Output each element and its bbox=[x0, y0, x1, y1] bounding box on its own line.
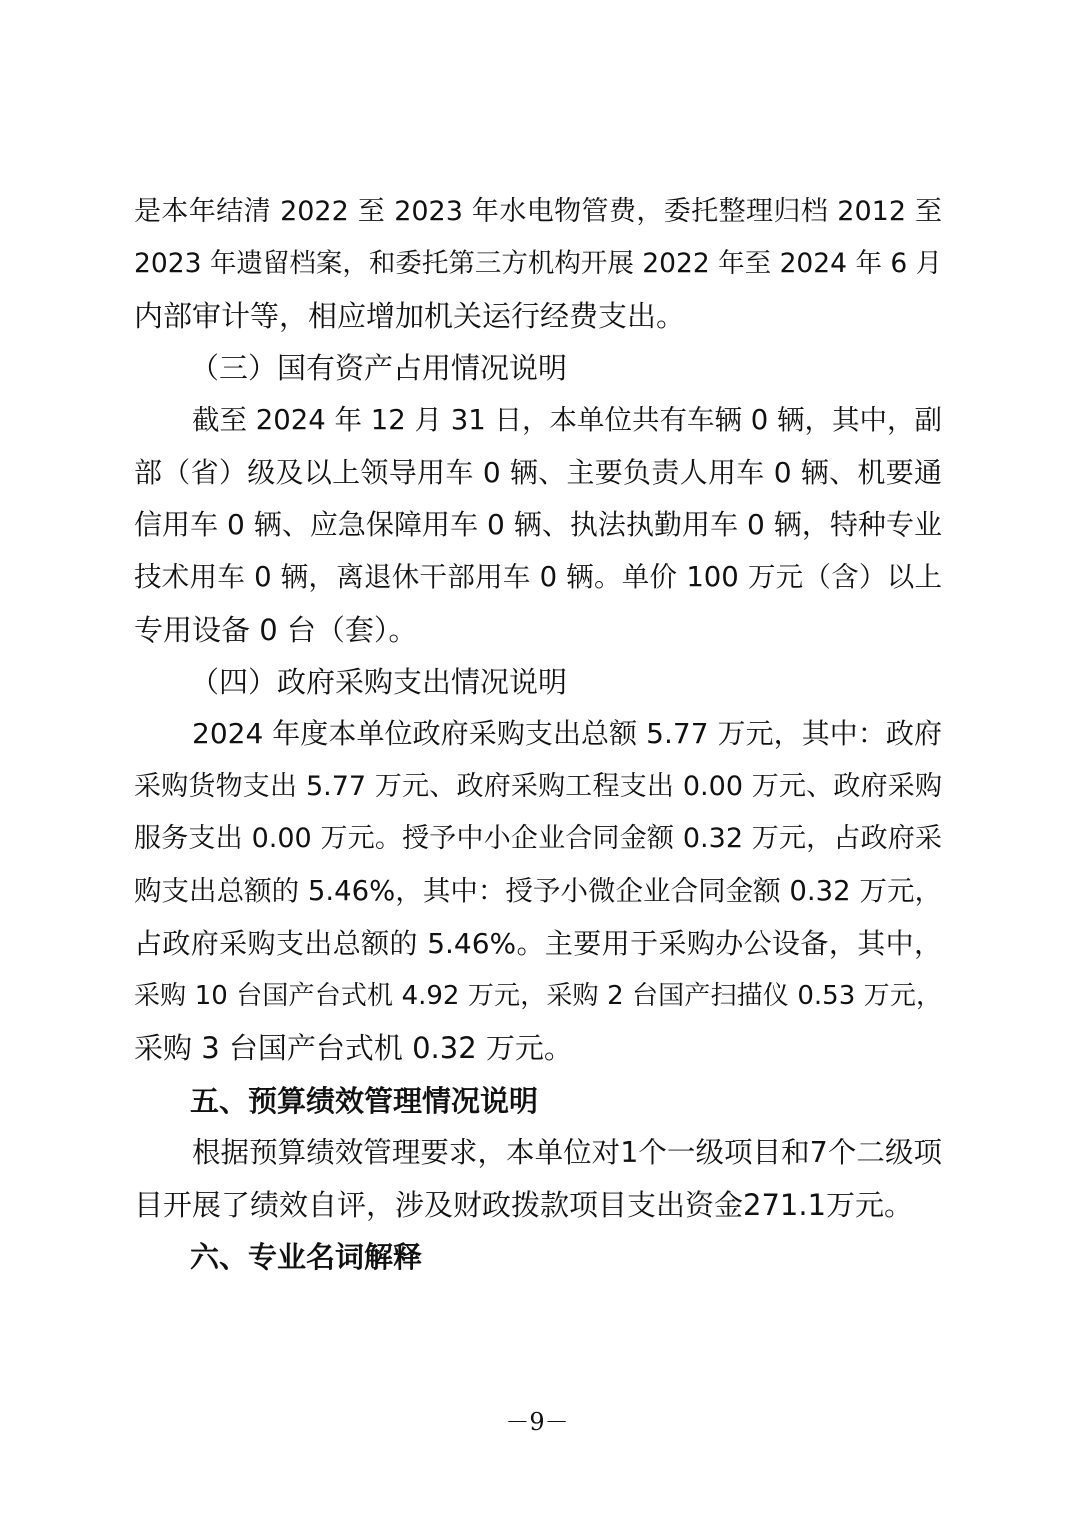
section-heading-performance: 五、预算绩效管理情况说明 bbox=[190, 1084, 539, 1118]
body-text-line: 2023 年遗留档案，和委托第三方机构开展 2022 年至 2024 年 6 月 bbox=[134, 248, 943, 279]
body-text-line: 采购货物支出 5.77 万元、政府采购工程支出 0.00 万元、政府采购 bbox=[134, 771, 942, 802]
section-heading-procurement: （四）政府采购支出情况说明 bbox=[190, 665, 568, 699]
section-heading-glossary: 六、专业名词解释 bbox=[190, 1240, 423, 1274]
body-text-line: 技术用车 0 辆，离退休干部用车 0 辆。单价 100 万元（含）以上 bbox=[134, 561, 942, 593]
body-text-line: 专用设备 0 台（套）。 bbox=[134, 613, 418, 647]
body-text-line: 目开展了绩效自评，涉及财政拨款项目支出资金271.1万元。 bbox=[134, 1188, 914, 1222]
body-text-line: 购支出总额的 5.46%，其中：授予小微企业合同金额 0.32 万元， bbox=[134, 875, 942, 907]
body-text-line: 截至 2024 年 12 月 31 日，本单位共有车辆 0 辆，其中，副 bbox=[192, 404, 942, 436]
body-text-line: 2024 年度本单位政府采购支出总额 5.77 万元，其中：政府 bbox=[192, 717, 942, 750]
section-heading-assets: （三）国有资产占用情况说明 bbox=[190, 351, 568, 385]
body-text-line: 采购 10 台国产台式机 4.92 万元，采购 2 台国产扫描仪 0.53 万元， bbox=[134, 981, 942, 1011]
body-text-line: 占政府采购支出总额的 5.46%。主要用于采购办公设备，其中， bbox=[134, 927, 942, 960]
body-text-line: 采购 3 台国产台式机 0.32 万元。 bbox=[134, 1031, 573, 1065]
body-text-line: 服务支出 0.00 万元。授予中小企业合同金额 0.32 万元，占政府采 bbox=[134, 823, 942, 854]
page-number: －9－ bbox=[505, 1408, 569, 1436]
body-text-line: 是本年结清 2022 至 2023 年水电物管费，委托整理归档 2012 至 bbox=[134, 196, 942, 227]
body-text-line: 信用车 0 辆、应急保障用车 0 辆、执法执勤用车 0 辆，特种专业 bbox=[134, 508, 942, 541]
body-text-line: 根据预算绩效管理要求，本单位对1个一级项目和7个二级项 bbox=[192, 1136, 942, 1169]
body-text-line: 部（省）级及以上领导用车 0 辆、主要负责人用车 0 辆、机要通 bbox=[134, 456, 942, 489]
body-text-line: 内部审计等，相应增加机关运行经费支出。 bbox=[134, 299, 686, 333]
